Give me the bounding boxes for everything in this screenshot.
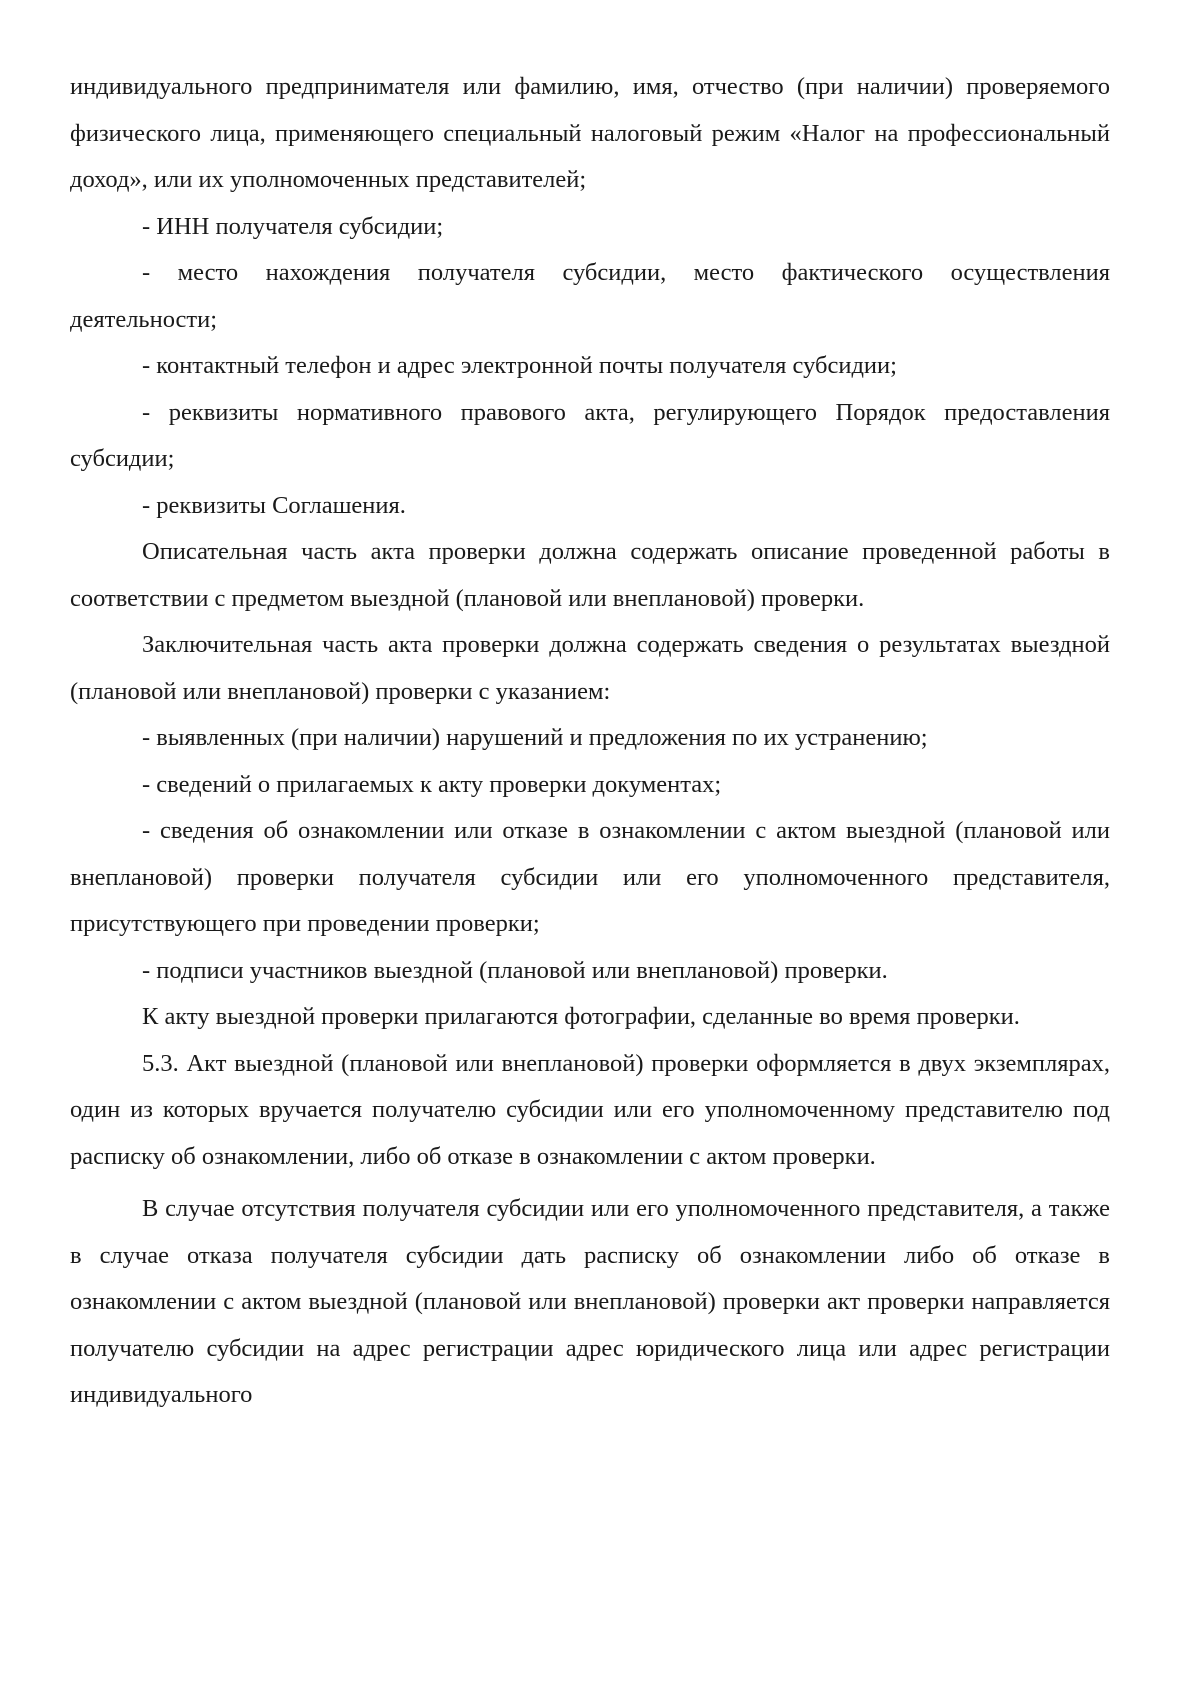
paragraph-final-part: Заключительная часть акта проверки должна содержать сведения о результатах выездной (плановой или внеплановой) проверки с указанием: (70, 631, 1110, 705)
document-page (70, 64, 1110, 1419)
list-item-agreement: - реквизиты Соглашения. (142, 491, 406, 519)
list-item-violations: - выявленных (при наличии) нарушений и предложения по их устранению; (142, 724, 928, 751)
list-item-attached-documents: - сведений о прилагаемых к акту проверки документах; (142, 770, 722, 798)
paragraph-absence-case: В случае отсутствия получателя субсидии или его уполномоченного представителя, а также в случае отказа получателя субсидии дать расписку об ознакомлении либо об отказе в ознакомлении с актом выездной (плановой или внеплановой) проверки акт проверки направляется получателю субсидии на адрес регистрации адрес юридического лица или адрес регистрации индивидуального (70, 1195, 1110, 1408)
paragraph-photos: К акту выездной проверки прилагаются фотографии, сделанные во время проверки. (142, 1003, 1020, 1030)
paragraph-descriptive-part: Описательная часть акта проверки должна содержать описание проведенной работы в соответствии с предметом выездной (плановой или внеплановой) проверки. (70, 538, 1110, 612)
list-item-signatures: - подписи участников выездной (плановой или внеплановой) проверки. (142, 956, 888, 984)
list-item-location: - место нахождения получателя субсидии, место фактического осуществления деятельности; (70, 259, 1110, 333)
paragraph-continuation: индивидуального предпринимателя или фамилию, имя, отчество (при наличии) проверяемого физического лица, применяющего специальный налоговый режим «Налог на профессиональный доход», или их уполномоченных представителей; (70, 73, 1110, 193)
list-item-inn: - ИНН получателя субсидии; (142, 212, 444, 240)
list-item-contacts: - контактный телефон и адрес электронной почты получателя субсидии; (142, 352, 897, 379)
list-item-acquaintance: - сведения об ознакомлении или отказе в ознакомлении с актом выездной (плановой или внеплановой) проверки получателя субсидии или его уполномоченного представителя, присутствующего при проведении проверки; (70, 817, 1110, 937)
list-item-legal-act: - реквизиты нормативного правового акта, регулирующего Порядок предоставления субсидии; (70, 398, 1110, 472)
paragraph-section-5-3: 5.3. Акт выездной (плановой или внеплановой) проверки оформляется в двух экземплярах, один из которых вручается получателю субсидии или его уполномоченному представителю под расписку об ознакомлении, либо об отказе в ознакомлении с актом проверки. (70, 1049, 1110, 1170)
